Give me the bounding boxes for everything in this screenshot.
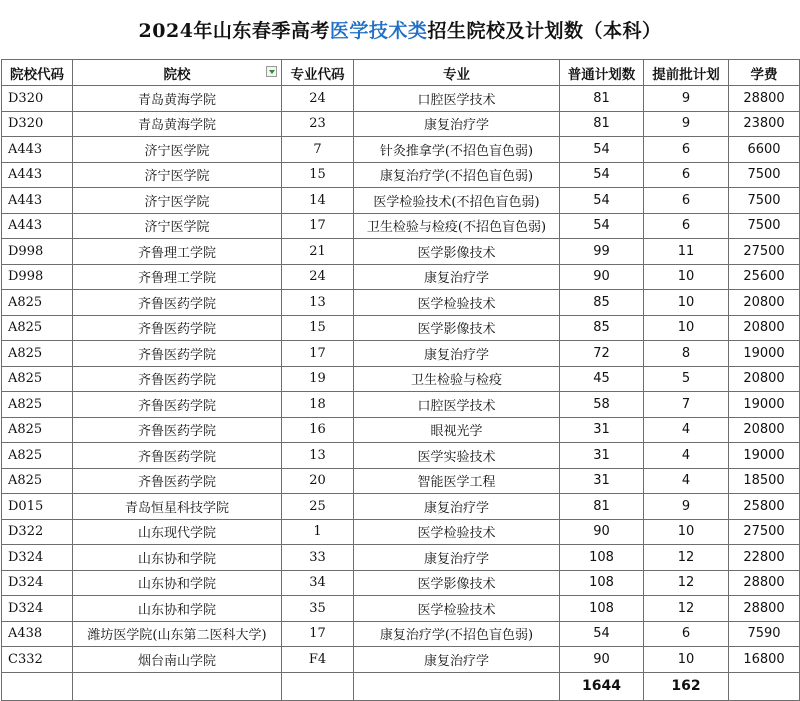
cell-tuition: 20800 (729, 417, 800, 443)
table-row (2, 647, 800, 673)
cell-major-code: 14 (282, 188, 354, 214)
cell-normal-plan: 31 (560, 468, 644, 494)
cell-major-code: 1 (282, 519, 354, 545)
cell-school-code: D320 (2, 111, 73, 137)
cell-school-code: D320 (2, 86, 73, 112)
cell-major-name: 医学影像技术 (354, 570, 560, 596)
title-highlight: 医学技术类 (329, 20, 428, 42)
cell-major-code: 13 (282, 443, 354, 469)
cell-school-code: A825 (2, 417, 73, 443)
cell-major-code: 17 (282, 213, 354, 239)
cell-major-name: 康复治疗学 (354, 647, 560, 673)
cell-early-plan: 12 (644, 570, 729, 596)
title-prefix: 2024年山东春季高考 (138, 20, 330, 42)
cell-normal-plan: 108 (560, 596, 644, 622)
cell-early-plan: 7 (644, 392, 729, 418)
totals-cell-empty-1 (2, 672, 73, 700)
cell-tuition: 20800 (729, 290, 800, 316)
cell-school-name: 齐鲁医药学院 (73, 290, 282, 316)
cell-major-name: 针灸推拿学(不招色盲色弱) (354, 137, 560, 163)
cell-major-code: 15 (282, 315, 354, 341)
cell-school-name: 齐鲁医药学院 (73, 468, 282, 494)
table-row (2, 137, 800, 163)
cell-major-name: 医学检验技术 (354, 596, 560, 622)
table-row (2, 621, 800, 647)
cell-school-name: 齐鲁医药学院 (73, 366, 282, 392)
cell-early-plan: 8 (644, 341, 729, 367)
cell-school-code: A825 (2, 315, 73, 341)
cell-school-code: A825 (2, 443, 73, 469)
cell-school-code: D324 (2, 545, 73, 571)
cell-school-name: 济宁医学院 (73, 213, 282, 239)
cell-school-name: 齐鲁医药学院 (73, 443, 282, 469)
cell-major-code: 13 (282, 290, 354, 316)
cell-major-code: 35 (282, 596, 354, 622)
cell-tuition: 7500 (729, 213, 800, 239)
cell-school-code: A825 (2, 392, 73, 418)
cell-major-code: 20 (282, 468, 354, 494)
cell-major-name: 医学实验技术 (354, 443, 560, 469)
table-row (2, 596, 800, 622)
cell-school-code: A825 (2, 366, 73, 392)
table-row (2, 290, 800, 316)
cell-normal-plan: 90 (560, 519, 644, 545)
cell-normal-plan: 54 (560, 621, 644, 647)
cell-school-code: D322 (2, 519, 73, 545)
table-row (2, 392, 800, 418)
cell-normal-plan: 90 (560, 647, 644, 673)
totals-cell-empty-3 (282, 672, 354, 700)
cell-early-plan: 12 (644, 545, 729, 571)
cell-tuition: 7590 (729, 621, 800, 647)
cell-normal-plan: 81 (560, 111, 644, 137)
total-early-plan: 162 (644, 672, 729, 700)
cell-early-plan: 5 (644, 366, 729, 392)
cell-normal-plan: 54 (560, 162, 644, 188)
cell-school-name: 济宁医学院 (73, 137, 282, 163)
filter-dropdown-icon[interactable] (266, 66, 277, 77)
table-row (2, 315, 800, 341)
cell-school-name: 齐鲁医药学院 (73, 315, 282, 341)
cell-tuition: 7500 (729, 162, 800, 188)
cell-major-code: 25 (282, 494, 354, 520)
header-major: 专业 (354, 60, 560, 86)
cell-major-code: 7 (282, 137, 354, 163)
cell-school-code: D015 (2, 494, 73, 520)
cell-early-plan: 9 (644, 111, 729, 137)
cell-major-code: 18 (282, 392, 354, 418)
cell-major-code: 16 (282, 417, 354, 443)
cell-major-code: 15 (282, 162, 354, 188)
cell-major-name: 康复治疗学 (354, 264, 560, 290)
cell-major-name: 康复治疗学 (354, 341, 560, 367)
table-row (2, 468, 800, 494)
cell-school-name: 烟台南山学院 (73, 647, 282, 673)
cell-school-name: 青岛黄海学院 (73, 111, 282, 137)
total-normal-plan: 1644 (560, 672, 644, 700)
table-row (2, 162, 800, 188)
cell-major-name: 智能医学工程 (354, 468, 560, 494)
table-row (2, 213, 800, 239)
cell-tuition: 27500 (729, 519, 800, 545)
table-body (2, 86, 800, 673)
cell-school-name: 山东协和学院 (73, 570, 282, 596)
cell-early-plan: 10 (644, 519, 729, 545)
cell-normal-plan: 45 (560, 366, 644, 392)
cell-normal-plan: 54 (560, 188, 644, 214)
cell-normal-plan: 108 (560, 570, 644, 596)
cell-school-code: C332 (2, 647, 73, 673)
cell-school-code: D324 (2, 596, 73, 622)
cell-tuition: 28800 (729, 570, 800, 596)
cell-school-name: 山东现代学院 (73, 519, 282, 545)
cell-tuition: 20800 (729, 366, 800, 392)
cell-school-name: 青岛黄海学院 (73, 86, 282, 112)
cell-early-plan: 6 (644, 188, 729, 214)
cell-tuition: 22800 (729, 545, 800, 571)
cell-normal-plan: 81 (560, 494, 644, 520)
cell-tuition: 25600 (729, 264, 800, 290)
cell-early-plan: 10 (644, 290, 729, 316)
cell-tuition: 25800 (729, 494, 800, 520)
table-row (2, 239, 800, 265)
cell-school-code: A443 (2, 162, 73, 188)
totals-cell-empty-5 (729, 672, 800, 700)
cell-normal-plan: 58 (560, 392, 644, 418)
cell-major-name: 康复治疗学(不招色盲色弱) (354, 621, 560, 647)
cell-major-name: 口腔医学技术 (354, 392, 560, 418)
cell-tuition: 28800 (729, 596, 800, 622)
cell-tuition: 23800 (729, 111, 800, 137)
cell-normal-plan: 31 (560, 443, 644, 469)
header-school[interactable] (73, 60, 282, 86)
cell-major-code: 33 (282, 545, 354, 571)
cell-tuition: 19000 (729, 443, 800, 469)
cell-school-code: D998 (2, 239, 73, 265)
header-major-code: 专业代码 (282, 60, 354, 86)
cell-tuition: 18500 (729, 468, 800, 494)
totals-row (2, 672, 800, 700)
cell-major-name: 医学检验技术 (354, 519, 560, 545)
cell-early-plan: 6 (644, 162, 729, 188)
cell-normal-plan: 81 (560, 86, 644, 112)
cell-major-code: 17 (282, 341, 354, 367)
cell-major-name: 康复治疗学 (354, 545, 560, 571)
cell-early-plan: 6 (644, 213, 729, 239)
page-title (0, 0, 800, 59)
header-school-label: 院校 (163, 66, 191, 83)
cell-major-code: F4 (282, 647, 354, 673)
header-school-code: 院校代码 (2, 60, 73, 86)
header-tuition: 学费 (729, 60, 800, 86)
cell-school-code: A443 (2, 188, 73, 214)
cell-tuition: 20800 (729, 315, 800, 341)
cell-major-code: 23 (282, 111, 354, 137)
cell-early-plan: 10 (644, 647, 729, 673)
cell-major-code: 34 (282, 570, 354, 596)
cell-normal-plan: 54 (560, 213, 644, 239)
cell-major-name: 眼视光学 (354, 417, 560, 443)
table-row (2, 111, 800, 137)
table-row (2, 545, 800, 571)
cell-major-name: 康复治疗学 (354, 111, 560, 137)
cell-normal-plan: 85 (560, 315, 644, 341)
table-row (2, 188, 800, 214)
cell-tuition: 19000 (729, 341, 800, 367)
cell-early-plan: 11 (644, 239, 729, 265)
cell-normal-plan: 31 (560, 417, 644, 443)
cell-school-code: A825 (2, 468, 73, 494)
title-suffix: 招生院校及计划数（本科） (427, 20, 662, 42)
cell-major-name: 康复治疗学(不招色盲色弱) (354, 162, 560, 188)
cell-major-name: 医学检验技术 (354, 290, 560, 316)
cell-normal-plan: 54 (560, 137, 644, 163)
cell-early-plan: 10 (644, 264, 729, 290)
cell-tuition: 27500 (729, 239, 800, 265)
table-row (2, 86, 800, 112)
cell-school-code: D324 (2, 570, 73, 596)
cell-major-name: 康复治疗学 (354, 494, 560, 520)
cell-school-name: 济宁医学院 (73, 162, 282, 188)
cell-school-code: A438 (2, 621, 73, 647)
cell-tuition: 28800 (729, 86, 800, 112)
cell-early-plan: 4 (644, 443, 729, 469)
cell-major-name: 医学影像技术 (354, 315, 560, 341)
cell-normal-plan: 90 (560, 264, 644, 290)
table-row (2, 366, 800, 392)
cell-school-name: 山东协和学院 (73, 545, 282, 571)
cell-major-name: 口腔医学技术 (354, 86, 560, 112)
totals-cell-empty-4 (354, 672, 560, 700)
cell-early-plan: 4 (644, 417, 729, 443)
cell-major-name: 卫生检验与检疫(不招色盲色弱) (354, 213, 560, 239)
admission-plan-table (1, 59, 800, 701)
cell-major-code: 24 (282, 264, 354, 290)
table-row (2, 443, 800, 469)
cell-early-plan: 9 (644, 86, 729, 112)
cell-early-plan: 6 (644, 137, 729, 163)
cell-major-name: 医学影像技术 (354, 239, 560, 265)
cell-school-name: 山东协和学院 (73, 596, 282, 622)
cell-major-code: 24 (282, 86, 354, 112)
table-row (2, 417, 800, 443)
cell-school-code: A825 (2, 290, 73, 316)
table-row (2, 264, 800, 290)
cell-major-name: 医学检验技术(不招色盲色弱) (354, 188, 560, 214)
cell-school-name: 齐鲁医药学院 (73, 341, 282, 367)
table-row (2, 341, 800, 367)
cell-school-name: 潍坊医学院(山东第二医科大学) (73, 621, 282, 647)
cell-school-name: 青岛恒星科技学院 (73, 494, 282, 520)
cell-school-name: 济宁医学院 (73, 188, 282, 214)
cell-normal-plan: 85 (560, 290, 644, 316)
cell-major-name: 卫生检验与检疫 (354, 366, 560, 392)
cell-major-code: 17 (282, 621, 354, 647)
cell-tuition: 7500 (729, 188, 800, 214)
cell-early-plan: 12 (644, 596, 729, 622)
table-row (2, 494, 800, 520)
cell-school-name: 齐鲁医药学院 (73, 417, 282, 443)
cell-school-code: A443 (2, 137, 73, 163)
cell-tuition: 16800 (729, 647, 800, 673)
cell-school-code: D998 (2, 264, 73, 290)
cell-school-code: A443 (2, 213, 73, 239)
cell-school-name: 齐鲁理工学院 (73, 239, 282, 265)
cell-tuition: 19000 (729, 392, 800, 418)
cell-major-code: 19 (282, 366, 354, 392)
cell-school-name: 齐鲁理工学院 (73, 264, 282, 290)
cell-school-name: 齐鲁医药学院 (73, 392, 282, 418)
cell-early-plan: 9 (644, 494, 729, 520)
cell-early-plan: 6 (644, 621, 729, 647)
header-early-plan: 提前批计划 (644, 60, 729, 86)
cell-normal-plan: 108 (560, 545, 644, 571)
header-normal-plan: 普通计划数 (560, 60, 644, 86)
cell-major-code: 21 (282, 239, 354, 265)
totals-cell-empty-2 (73, 672, 282, 700)
cell-school-code: A825 (2, 341, 73, 367)
header-row (2, 60, 800, 86)
cell-early-plan: 10 (644, 315, 729, 341)
cell-normal-plan: 72 (560, 341, 644, 367)
cell-early-plan: 4 (644, 468, 729, 494)
table-row (2, 570, 800, 596)
table-row (2, 519, 800, 545)
cell-normal-plan: 99 (560, 239, 644, 265)
cell-tuition: 6600 (729, 137, 800, 163)
